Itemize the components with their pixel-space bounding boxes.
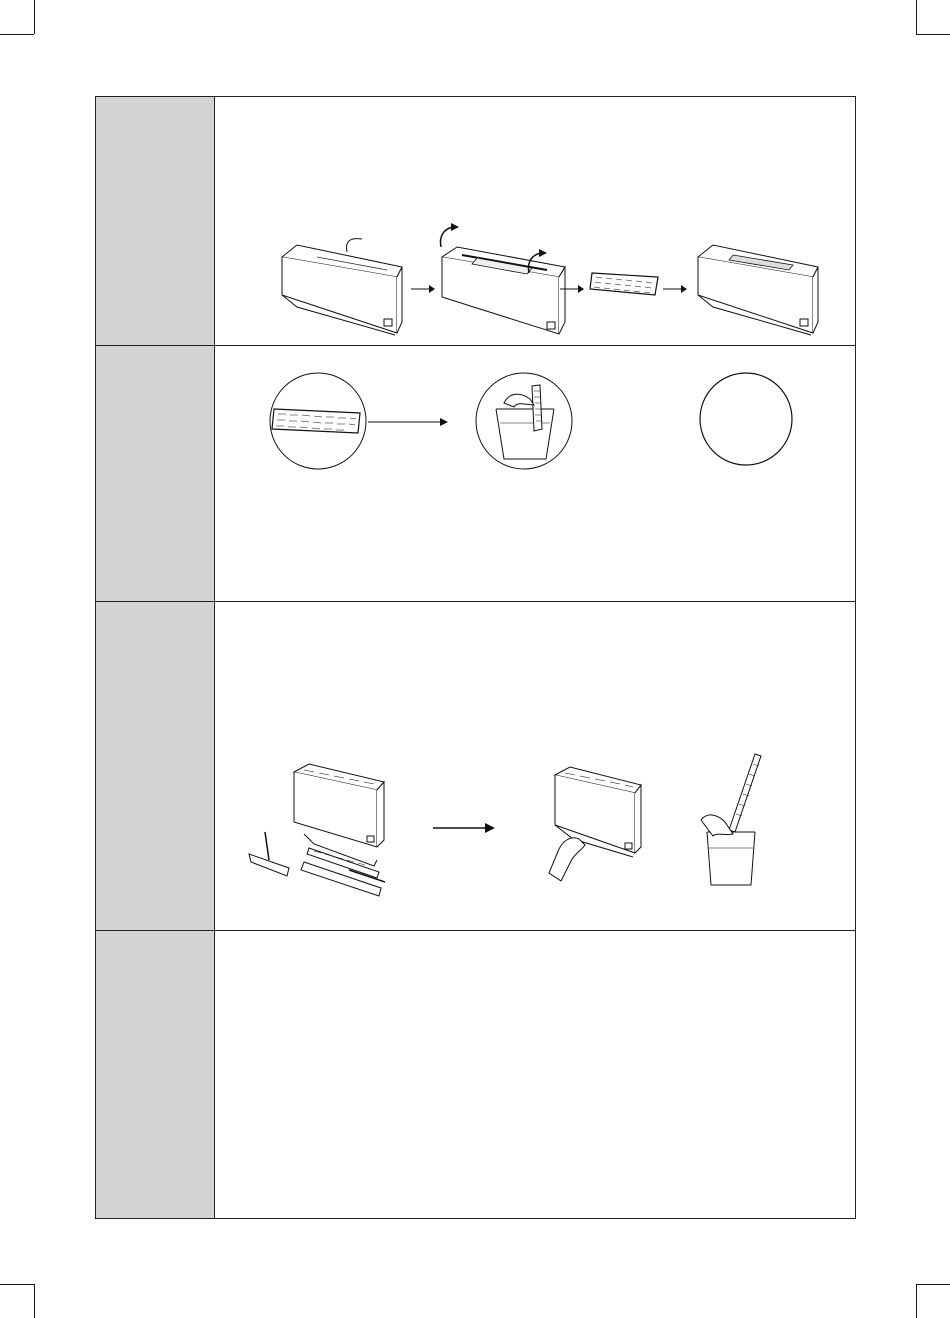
crop-mark <box>916 0 917 34</box>
arrow-right-icon <box>368 417 448 427</box>
crop-mark <box>0 1284 34 1285</box>
indoor-unit-disassembled-illustration <box>249 762 389 902</box>
row-content-cell <box>215 602 855 930</box>
arrow-right-icon <box>560 284 584 294</box>
row-label-cell <box>96 346 215 601</box>
crop-mark <box>916 1284 950 1285</box>
curved-arrow-icon <box>525 249 547 275</box>
crop-mark <box>34 1284 35 1318</box>
table-row <box>96 345 855 601</box>
curved-arrow-icon <box>437 223 459 249</box>
row-content-cell <box>215 931 855 1218</box>
row-label-cell <box>96 931 215 1218</box>
table-row <box>96 601 855 930</box>
arrow-right-icon <box>663 284 687 294</box>
row-label-cell <box>96 97 215 345</box>
cleaning-unit-illustration <box>545 765 645 885</box>
washing-filter-illustration <box>474 371 574 471</box>
arrow-right-icon <box>411 284 435 294</box>
crop-mark <box>916 34 950 35</box>
row-content-cell <box>215 346 855 601</box>
indoor-unit-closed-illustration <box>693 237 823 337</box>
magnifier-circle-icon <box>698 371 794 467</box>
crop-mark <box>0 34 34 35</box>
arrow-right-icon <box>433 823 495 833</box>
magnifier-circle-icon <box>268 371 368 471</box>
maintenance-table <box>95 96 856 1219</box>
brush-in-bucket-illustration <box>695 752 775 892</box>
crop-mark <box>34 0 35 34</box>
crop-mark <box>916 1284 917 1318</box>
table-row <box>96 930 855 1218</box>
indoor-unit-illustration <box>277 237 407 337</box>
table-row <box>96 97 855 345</box>
row-content-cell <box>215 97 855 345</box>
row-label-cell <box>96 602 215 930</box>
air-filter-illustration <box>590 269 660 297</box>
